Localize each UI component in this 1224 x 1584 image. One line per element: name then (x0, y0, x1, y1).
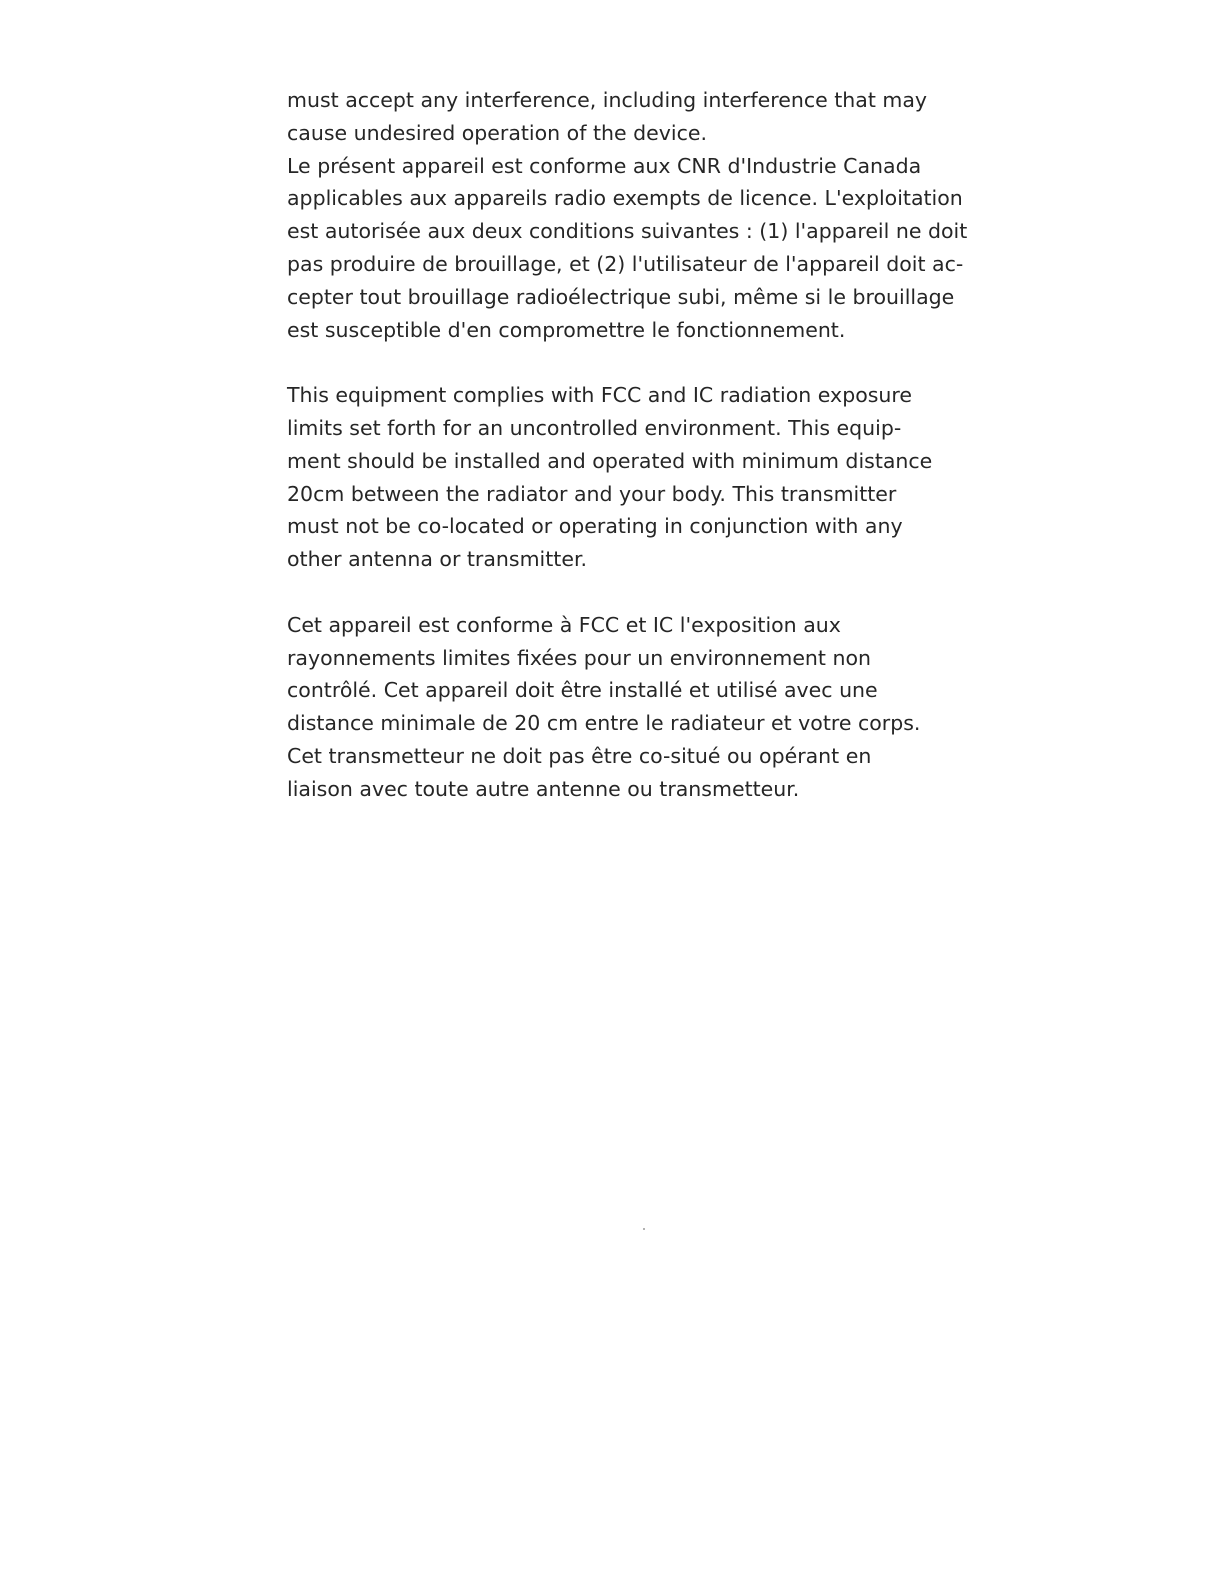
paragraph-radiation-exposure-fr (287, 609, 927, 806)
text-line: This equipment complies with FCC and IC radiation exposure (287, 383, 913, 408)
text-line: est susceptible d'en compromettre le fonctionnement. (287, 317, 846, 342)
text-line: Le présent appareil est conforme aux CNR d'Industrie Canada (287, 153, 922, 178)
text-line: ment should be installed and operated with minimum distance (287, 448, 933, 473)
text-line: Cet transmetteur ne doit pas être co-situé ou opérant en (287, 743, 872, 768)
paragraph-industry-canada (287, 150, 968, 347)
text-line: distance minimale de 20 cm entre le radiateur et votre corps. (287, 711, 921, 736)
text-line: Cet appareil est conforme à FCC et IC l'exposition aux (287, 612, 841, 637)
text-line: 20cm between the radiator and your body. This transmitter (287, 481, 897, 506)
text-line: contrôlé. Cet appareil doit être installé et utilisé avec une (287, 678, 878, 703)
text-line: est autorisée aux deux conditions suivantes : (1) l'appareil ne doit (287, 219, 968, 244)
text-line: cepter tout brouillage radioélectrique subi, même si le brouillage (287, 284, 955, 309)
paragraph-fcc-interference (287, 84, 927, 150)
paragraph-radiation-exposure-en (287, 379, 933, 576)
scan-speck (643, 1228, 645, 1230)
text-line: other antenna or transmitter. (287, 547, 588, 572)
text-line: pas produire de brouillage, et (2) l'utilisateur de l'appareil doit ac- (287, 251, 964, 276)
body-text (287, 84, 968, 806)
text-line: liaison avec toute autre antenne ou transmetteur. (287, 776, 800, 801)
text-line: rayonnements limites fixées pour un environnement non (287, 645, 872, 670)
text-line: cause undesired operation of the device. (287, 120, 707, 145)
text-line: applicables aux appareils radio exempts de licence. L'exploitation (287, 186, 963, 211)
text-line: must accept any interference, including interference that may (287, 88, 928, 112)
text-line: must not be co-located or operating in conjunction with any (287, 514, 903, 539)
text-line: limits set forth for an uncontrolled environment. This equip- (287, 415, 902, 440)
